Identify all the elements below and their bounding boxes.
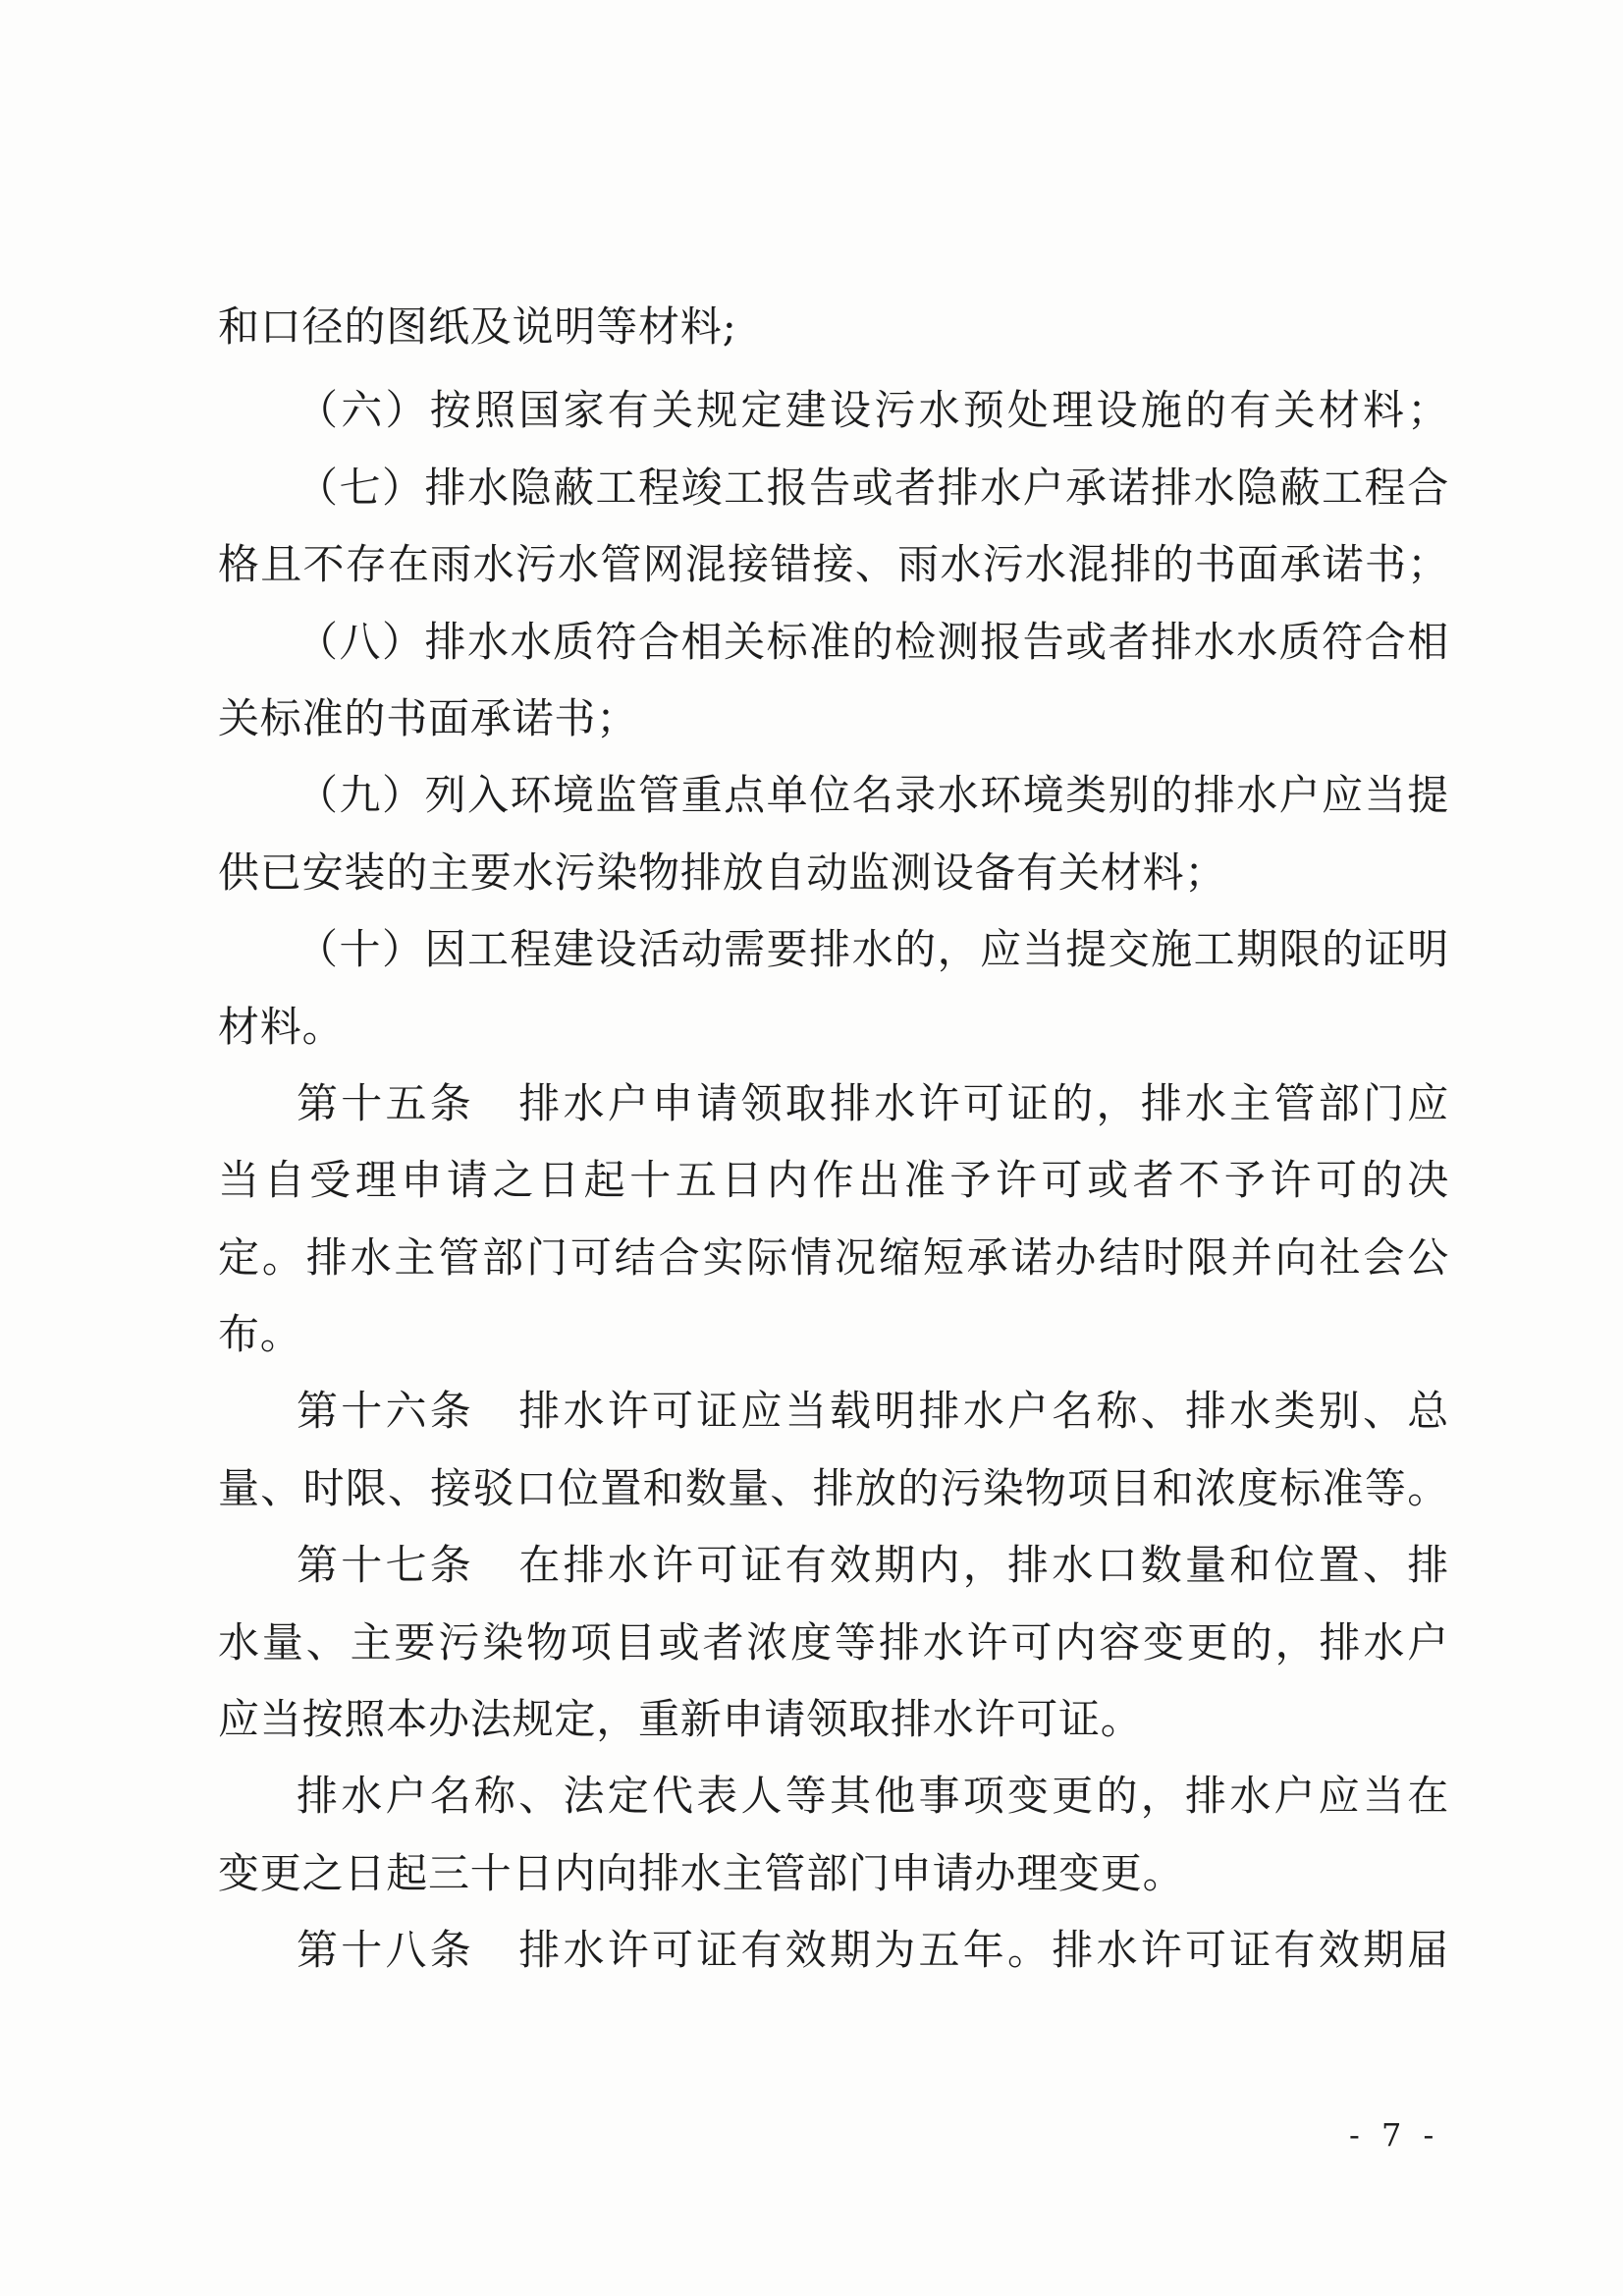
article-17-clause-2 (218, 1758, 1449, 1912)
text-line: 布。 (218, 1310, 302, 1359)
text-line: 应当按照本办法规定，重新申请领取排水许可证。 (218, 1695, 1143, 1744)
paragraph-item-9 (218, 757, 1449, 911)
text-line: （十）因工程建设活动需要排水的，应当提交施工期限的证明 (297, 925, 1449, 974)
text-line: 变更之日起三十日内向排水主管部门申请办理变更。 (218, 1848, 1185, 1897)
text-line: （九）列入环境监管重点单位名录水环境类别的排水户应当提 (297, 771, 1449, 820)
paragraph-item-8 (218, 604, 1449, 758)
paragraph-item-6 (218, 372, 1449, 449)
text-line: 关标准的书面承诺书； (218, 693, 639, 742)
paragraph-item-5-continuation (218, 289, 1449, 365)
text-line: 当自受理申请之日起十五日内作出准予许可或者不予许可的决 (218, 1156, 1449, 1205)
article-18 (218, 1912, 1449, 1989)
text-line: 排水户名称、法定代表人等其他事项变更的，排水户应当在 (297, 1772, 1449, 1821)
text-line: 量、时限、接驳口位置和数量、排放的污染物项目和浓度标准等。 (218, 1463, 1449, 1512)
article-16 (218, 1373, 1449, 1527)
text-line: 材料。 (218, 1002, 345, 1051)
text-line: （七）排水隐蔽工程竣工报告或者排水户承诺排水隐蔽工程合 (297, 463, 1449, 512)
text-line: 第十八条 排水许可证有效期为五年。排水许可证有效期届 (297, 1926, 1449, 1975)
text-line: 和口径的图纸及说明等材料; (218, 302, 737, 351)
body-text (218, 289, 1449, 1990)
paragraph-item-7 (218, 450, 1449, 604)
text-line: 水量、主要污染物项目或者浓度等排水许可内容变更的，排水户 (218, 1617, 1449, 1667)
text-line: 供已安装的主要水污染物排放自动监测设备有关材料； (218, 847, 1227, 897)
text-line: （八）排水水质符合相关标准的检测报告或者排水水质符合相 (297, 617, 1449, 666)
text-line: （六）按照国家有关规定建设污水预处理设施的有关材料； (297, 386, 1449, 435)
text-line: 定。排水主管部门可结合实际情况缩短承诺办结时限并向社会公 (218, 1232, 1449, 1282)
paragraph-item-10 (218, 911, 1449, 1066)
article-15 (218, 1066, 1449, 1374)
page-number: - 7 - (1349, 2116, 1440, 2154)
text-line: 第十六条 排水许可证应当载明排水户名称、排水类别、总 (297, 1387, 1449, 1436)
article-17 (218, 1527, 1449, 1758)
text-line: 格且不存在雨水污水管网混接错接、雨水污水混排的书面承诺书； (218, 540, 1449, 589)
text-line: 第十七条 在排水许可证有效期内，排水口数量和位置、排 (297, 1541, 1449, 1590)
text-line: 第十五条 排水户申请领取排水许可证的，排水主管部门应 (297, 1078, 1449, 1127)
